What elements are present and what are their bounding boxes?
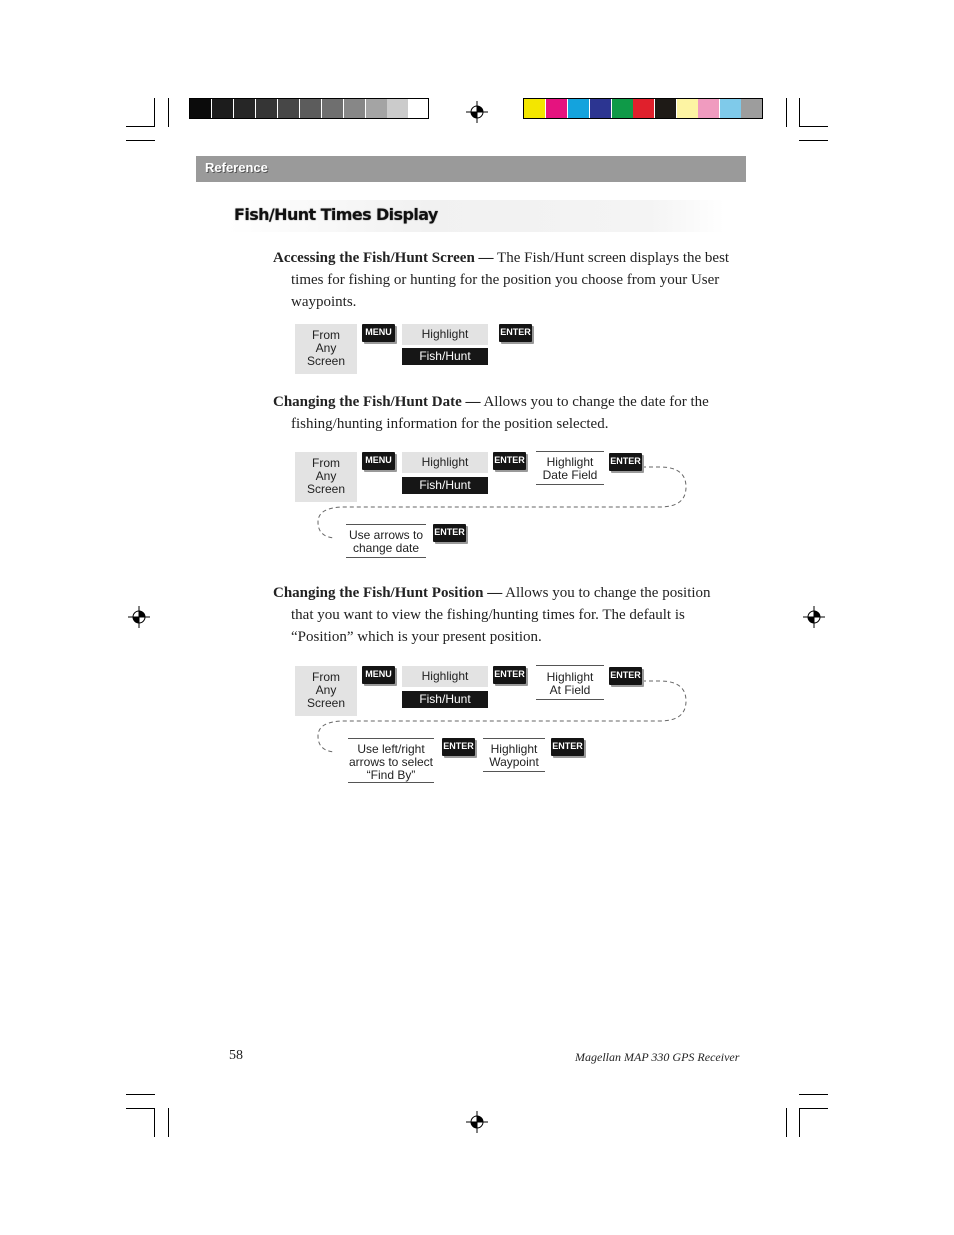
enter-key-icon: ENTER: [493, 452, 526, 470]
screen-label: Screen: [306, 354, 346, 368]
fish-hunt-menu-item: Fish/Hunt: [402, 691, 488, 708]
enter-key-icon: ENTER: [442, 738, 475, 756]
from-label: From: [312, 670, 340, 684]
use-arrows-label: Use arrows to: [348, 528, 424, 542]
use-left-right-label: Use left/right: [357, 742, 425, 756]
section-body-continued: that you want to view the fishing/hunting times for. The default is “Position” which is your present position.: [291, 607, 685, 645]
highlight-label: Highlight: [546, 670, 594, 684]
from-any-screen-box: [295, 666, 357, 716]
arrows-to-select-label: arrows to select: [348, 755, 434, 769]
section-body: Allows you to change the position: [502, 585, 711, 601]
highlight-box: Highlight: [402, 324, 488, 345]
fish-hunt-menu-item: Fish/Hunt: [402, 477, 488, 494]
highlight-box: Highlight: [402, 452, 488, 473]
section-body-continued: times for fishing or hunting for the position you choose from your User waypoints.: [291, 272, 720, 310]
section-heading: Changing the Fish/Hunt Date —: [273, 394, 481, 410]
section-body: The Fish/Hunt screen displays the best: [493, 250, 730, 266]
any-label: Any: [315, 683, 337, 697]
use-left-right-box: [348, 738, 434, 783]
highlight-label: Highlight: [546, 455, 594, 469]
enter-key-icon: ENTER: [493, 666, 526, 684]
any-label: Any: [315, 469, 337, 483]
section-heading: Changing the Fish/Hunt Position —: [273, 585, 503, 601]
from-label: From: [312, 328, 340, 342]
menu-key-icon: MENU: [362, 666, 395, 684]
enter-key-icon: ENTER: [609, 667, 642, 685]
highlight-label: Highlight: [490, 742, 538, 756]
enter-key-icon: ENTER: [551, 738, 584, 756]
date-field-label: Date Field: [542, 468, 598, 482]
find-by-label: “Find By”: [366, 768, 416, 782]
page-title: Fish/Hunt Times Display: [234, 205, 438, 224]
menu-key-icon: MENU: [362, 452, 395, 470]
enter-key-icon: ENTER: [609, 453, 642, 471]
book-title: Magellan MAP 330 GPS Receiver: [575, 1050, 740, 1064]
highlight-box: Highlight: [402, 666, 488, 687]
any-label: Any: [315, 341, 337, 355]
enter-key-icon: ENTER: [433, 524, 466, 542]
section-body: Allows you to change the date for the: [480, 394, 709, 410]
change-date-label: change date: [352, 541, 420, 555]
waypoint-label: Waypoint: [489, 755, 539, 769]
highlight-waypoint-box: [483, 738, 545, 772]
section-label: Reference: [205, 160, 268, 175]
highlight-at-field-box: [536, 665, 604, 700]
screen-label: Screen: [306, 482, 346, 496]
from-label: From: [312, 456, 340, 470]
at-field-label: At Field: [549, 683, 591, 697]
page-number: 58: [229, 1048, 243, 1063]
screen-label: Screen: [306, 696, 346, 710]
section-heading: Accessing the Fish/Hunt Screen —: [273, 250, 494, 266]
fish-hunt-menu-item: Fish/Hunt: [402, 348, 488, 365]
menu-key-icon: MENU: [362, 324, 395, 342]
enter-key-icon: ENTER: [499, 324, 532, 342]
section-body-continued: fishing/hunting information for the position selected.: [291, 416, 609, 432]
